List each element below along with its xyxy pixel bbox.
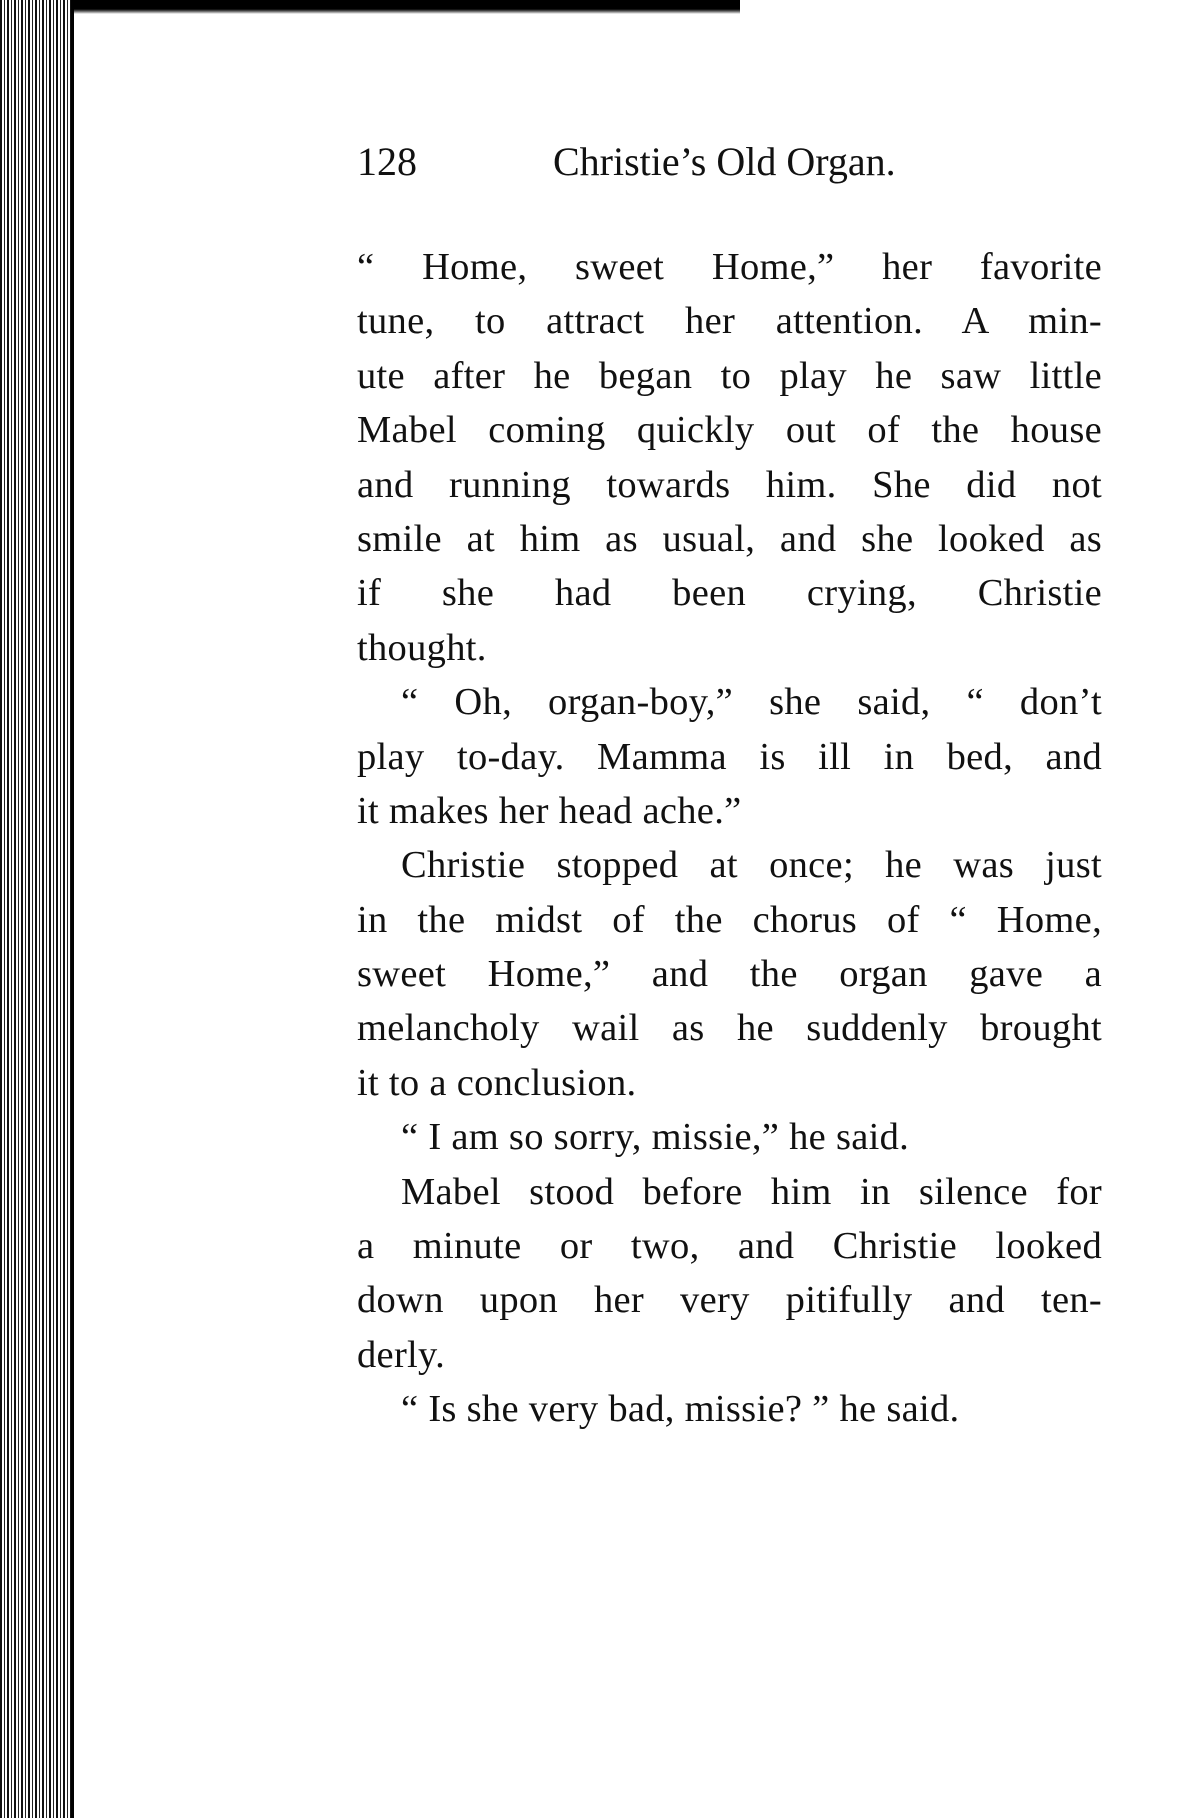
page-number: 128 [357, 139, 417, 184]
text-line: it makes her head ache.” [357, 789, 742, 832]
text-line: play to-day. Mamma is ill in bed, and [357, 735, 1102, 778]
text-line: “ Home, sweet Home,” her favorite [357, 246, 1102, 288]
text-line: “ Is she very bad, missie? ” he said. [401, 1388, 960, 1431]
text-line: it to a conclusion. [357, 1061, 637, 1104]
text-line: smile at him as usual, and she looked as [357, 517, 1102, 560]
book-gutter [0, 0, 74, 1818]
text-line: tune, to attract her attention. A min- [357, 300, 1102, 343]
text-line: “ I am so sorry, missie,” he said. [401, 1116, 910, 1159]
text-line: melancholy wail as he suddenly brought [357, 1007, 1102, 1050]
text-line: Mabel coming quickly out of the house [357, 409, 1102, 452]
text-line: a minute or two, and Christie looked [357, 1225, 1102, 1268]
text-line: derly. [357, 1333, 446, 1376]
text-line: in the midst of the chorus of “ Home, [357, 898, 1102, 941]
page-body [357, 240, 1102, 1437]
text-line: ute after he began to play he saw little [357, 354, 1102, 397]
text-line: Christie stopped at once; he was just [401, 844, 1102, 887]
text-line: “ Oh, organ-boy,” she said, “ don’t [401, 681, 1102, 724]
text-line: Mabel stood before him in silence for [401, 1170, 1102, 1213]
text-line: down upon her very pitifully and ten- [357, 1279, 1102, 1322]
running-header [357, 138, 1097, 186]
text-line: thought. [357, 626, 487, 669]
text-line: sweet Home,” and the organ gave a [357, 953, 1102, 996]
text-line: and running towards him. She did not [357, 463, 1102, 506]
text-line: if she had been crying, Christie [357, 572, 1102, 615]
running-title: Christie’s Old Organ. [553, 139, 896, 184]
page-top-edge [0, 0, 740, 14]
